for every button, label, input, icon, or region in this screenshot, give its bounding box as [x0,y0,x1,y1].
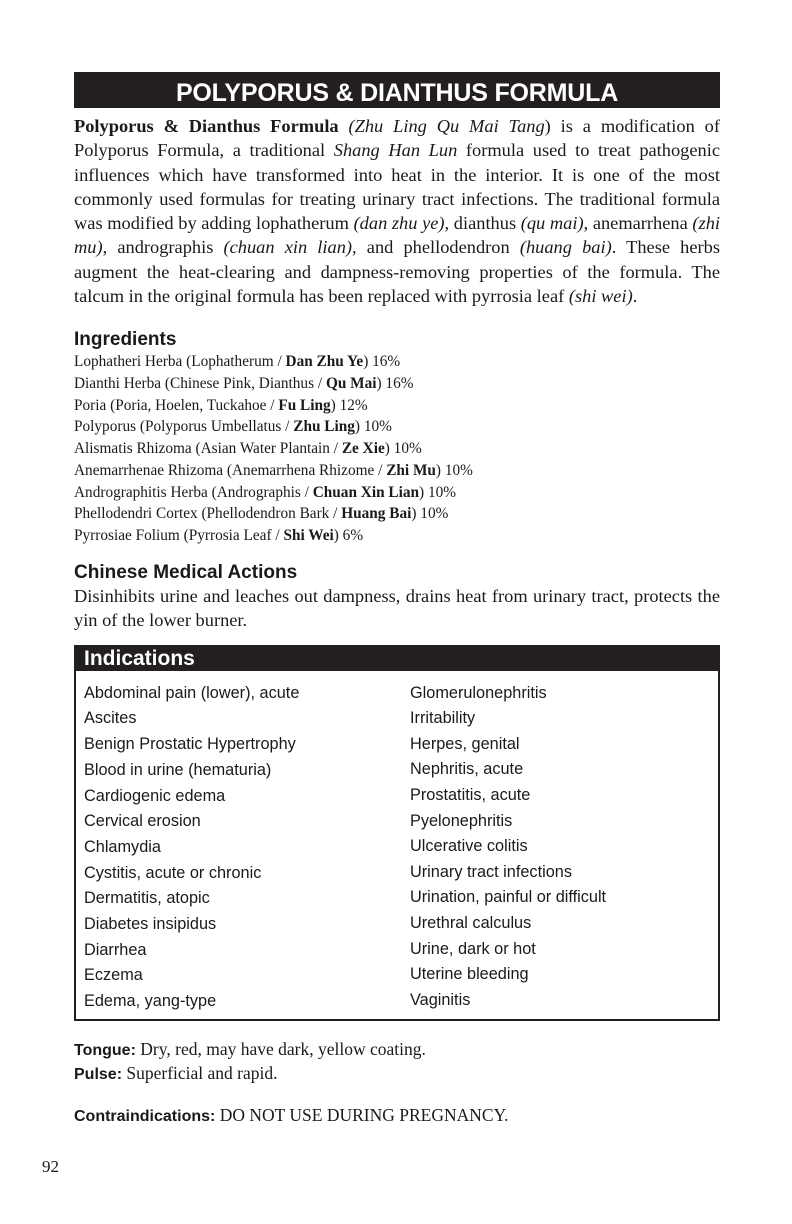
pinyin-name: (Zhu Ling Qu Mai Tang [348,116,545,136]
ingredient-item: Poria (Poria, Hoelen, Tuckahoe / Fu Ling) 12% [74,396,368,414]
ingredient-item: Pyrrosiae Folium (Pyrrosia Leaf / Shi Wei) 6% [74,527,364,544]
indication-item: Edema, yang-type [84,992,217,1011]
indication-item: Vaginitis [410,990,471,1009]
ingredient-item: Polyporus (Polyporus Umbellatus / Zhu Ling) 10% [74,418,392,436]
indication-item: Herpes, genital [410,734,520,753]
indication-item: Chlamydia [84,837,161,856]
indications-heading: Indications [76,645,718,671]
indications-left-column [84,681,410,1015]
indication-item: Cervical erosion [84,812,201,831]
actions-heading: Chinese Medical Actions [74,561,298,583]
indication-item: Nephritis, acute [410,760,524,779]
pulse-line [74,1062,720,1087]
indication-item: Benign Prostatic Hypertrophy [84,735,296,754]
indication-item: Glomerulonephritis [410,683,547,702]
ingredient-item: Alismatis Rhizoma (Asian Water Plantain / Ze Xie) 10% [74,440,422,458]
indication-item: Diarrhea [84,940,147,959]
indication-item: Abdominal pain (lower), acute [84,683,300,702]
contraindications-line [74,1104,720,1128]
indication-item: Pyelonephritis [410,811,513,830]
ingredient-item: Anemarrhenae Rhizoma (Anemarrhena Rhizome / Zhi Mu) 10% [74,461,473,479]
pulse-label: Pulse: [74,1066,123,1084]
pulse-text: Superficial and rapid. [122,1063,278,1084]
intro-paragraph: Polyporus & Dianthus Formula (Zhu Ling Qu Mai Tang) is a modification of Polyporus Formula, a traditional Shang Han Lun formula used to treat pathogenic influences which have transformed into heat in the interior. It is one of the most commonly used formulas for treating urinary tract infections. The traditional formula was modified by adding lophatherum (dan zhu ye), dianthus (qu mai), anemarrhena (zhi mu), andrographis (chuan xin lian), and phellodendron (huang bai). These herbs augment the heat-clearing and dampness-removing properties of the formula. The talcum in the original formula has been replaced with pyrrosia leaf (shi wei). [74,116,721,307]
page-content [74,72,720,1128]
indications-right-column [410,681,710,1015]
indication-item: Ulcerative colitis [410,837,528,856]
ingredients-list [74,351,720,546]
indication-item: Uterine bleeding [410,965,529,984]
source-text-name: Shang Han Lun [333,140,458,161]
page-title: POLYPORUS & DIANTHUS FORMULA [74,72,720,108]
tongue-label: Tongue: [74,1041,136,1059]
indication-item: Dermatitis, atopic [84,889,210,908]
ingredients-heading: Ingredients [74,329,177,351]
ingredient-item: Dianthi Herba (Chinese Pink, Dianthus / Qu Mai) 16% [74,375,414,393]
contraindications-text: DO NOT USE DURING PREGNANCY. [215,1104,509,1125]
indication-item: Prostatitis, acute [410,786,531,805]
indication-item: Blood in urine (hematuria) [84,760,272,779]
indication-item: Ascites [84,709,137,728]
tongue-text: Dry, red, may have dark, yellow coating. [135,1038,426,1059]
ingredient-item: Phellodendri Cortex (Phellodendron Bark / Huang Bai) 10% [74,505,449,523]
indication-item: Urine, dark or hot [410,939,536,958]
page-number: 92 [42,1157,59,1176]
formula-name: Polyporus & Dianthus Formula [74,116,339,136]
ingredient-item: Andrographitis Herba (Andrographis / Chuan Xin Lian) 10% [74,483,456,501]
ingredient-item: Lophatheri Herba (Lophatherum / Dan Zhu Ye) 16% [74,353,401,371]
indication-item: Urination, painful or difficult [410,888,607,907]
indication-item: Urinary tract infections [410,862,572,881]
indication-item: Cardiogenic edema [84,786,226,805]
tongue-line [74,1038,720,1063]
indication-item: Irritability [410,709,476,728]
indications-box [74,645,720,1021]
indication-item: Diabetes insipidus [84,915,217,934]
indication-item: Urethral calculus [410,914,532,933]
indications-columns [76,671,718,1019]
indication-item: Cystitis, acute or chronic [84,863,262,882]
contraindications-label: Contraindications: [74,1107,216,1125]
indication-item: Eczema [84,966,143,985]
tongue-pulse-block [74,1038,720,1087]
actions-text: Disinhibits urine and leaches out dampness, drains heat from urinary tract, protects the yin of the lower burner. [74,585,720,630]
